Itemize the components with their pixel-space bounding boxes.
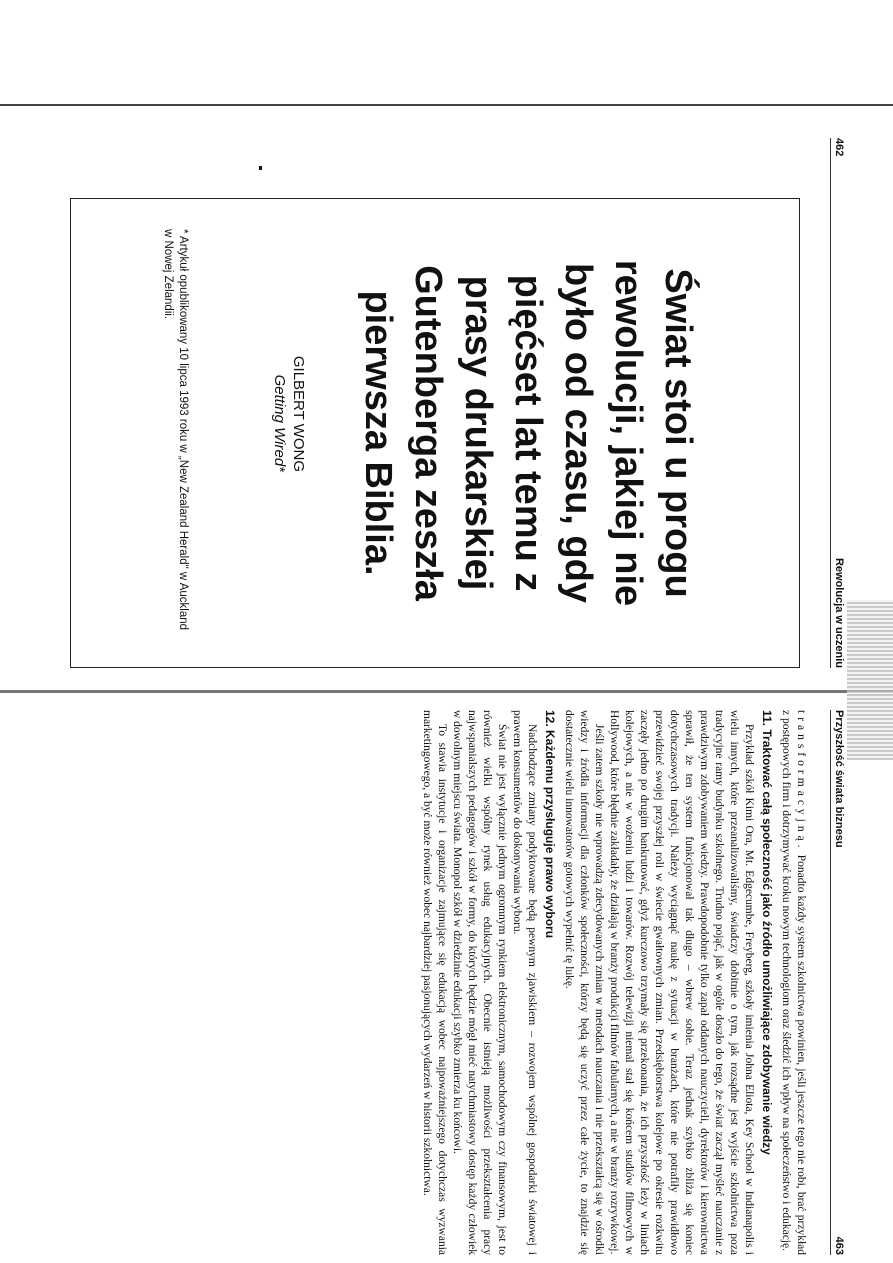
section-11-heading: 11. Traktować całą społeczność jako źródło umożliwiające zdobywanie wiedzy bbox=[760, 710, 774, 1155]
scan-line bbox=[0, 690, 893, 693]
left-running-head bbox=[830, 138, 845, 668]
right-running-head bbox=[830, 710, 845, 1255]
left-page-number: 462 bbox=[833, 138, 845, 157]
epigraph-author-block bbox=[270, 229, 308, 637]
right-running-title: Przyszłość świata biznesu bbox=[833, 710, 845, 848]
section-12-paragraph-3: To stawia instytucje i organizacje zajmujące się edukacją wobec najpoważniejszego dotychczas wyzwania marketingowego, a być może również wobec najbardziej pasjonujących wydarzeń w historii szkolnictwa. bbox=[421, 710, 448, 1255]
epigraph-title: Świat stoi u progu rewolucji, jakiej nie było od czasu, gdy pięćset lat temu z prasy drukarskiej Gutenberga zeszła pierwsza Biblia. bbox=[357, 259, 699, 607]
left-running-title: Rewolucja w uczeniu bbox=[833, 557, 845, 668]
epigraph-source: Getting Wired* bbox=[271, 374, 288, 472]
intro-spaced-word: transformacyjną. bbox=[795, 710, 807, 852]
right-page-body bbox=[419, 710, 808, 1255]
intro-text: Ponadto każdy system szkolnictwa powinien, jeśli jeszcze tego nie robi, brać przykład z postępowych firm i dotrzymywać kroku nowym technologiom oraz śledzić ich wpływ na społeczeństwo i edukację. bbox=[780, 710, 807, 1256]
left-page bbox=[45, 138, 845, 668]
scan-bleed bbox=[847, 600, 893, 760]
section-12-paragraph-1: Nadchodzące zmiany podyktowane będą pewnym zjawiskiem – rozwojem wspólnej gospodarki światowej i prawem konsumentów do dokonywania wyboru. bbox=[511, 710, 538, 1255]
section-11-paragraph-2: Jeśli zatem szkoły nie wprowadzą zdecydowanych zmian w metodach nauczania i nie przekształcą się w ośrodki wiedzy i źródła informacji dla członków społeczności, którzy będą się uczyć przez całe życie, to znajdzie się dostatecznie wielu innowatorów gotowych wypełnić tę lukę. bbox=[563, 710, 605, 1255]
intro-paragraph bbox=[778, 710, 808, 1255]
section-12-heading: 12. Każdemu przysługuje prawo wyboru bbox=[543, 710, 557, 939]
right-page bbox=[105, 710, 845, 1255]
epigraph-box bbox=[70, 198, 800, 668]
section-11-paragraph-1: Przykład szkół Kimi Ora, Mt. Edgecumbe, Freyberg, szkoły imienia Johna Eliota, Key School w Indianapolis i wielu innych, które przeanalizowaliśmy, świadczy dobitnie o tym, jak rozsądne jest wyjście szkolnictwa poza tradycyjne ramy budynku szkolnego. Trudno pojąć, jak w ogóle doszło do tego, że świat zaczął myśleć nauczanie z prawdziwym zdobywaniem wiedzy. Prawdopodobnie tylko zapał oddanych nauczycieli, dyrektorów i kierownictwa sprawił, że ten system funkcjonował tak długo – wbrew sobie. Teraz jednak szybko zbliża się koniec dotychczasowych tradycji. Należy wyciągnąć naukę z sytuacji w branżach, które nie potrafiły prawidłowo przewidzieć swojej przyszłej roli w świecie gwałtownych zmian. Przedsiębiorstwa kolejowe po okresie rozkwitu zaczęły jedno po drugim bankrutować, gdyż kurczowo trzymały się przekonania, że ich przyszłość leży w liniach kolejowych, a nie w wożeniu ludzi i towarów. Rozwój telewizji niemal stał się końcem studiów filmowych w Hollywood, które błędnie zakładały, że działają w branży produkcji filmów fabularnych, a nie w branży rozrywkowej. bbox=[608, 710, 755, 1255]
epigraph-author: GILBERT WONG bbox=[290, 355, 307, 472]
right-page-number: 463 bbox=[833, 1236, 845, 1255]
section-12-paragraph-2: Świat nie jest wyłącznie jednym ogromnym rynkiem elektronicznym, samochodowym czy finansowym, jest to również wielki wspólny rynek usług edukacyjnych. Obecnie istnieją możliwości przekształcenia pracy najwspanialszych pedagogów i szkół w formy, do których będzie mógł mieć natychmiastowy dostęp każdy człowiek w dowolnym miejscu świata. Monopol szkół w dziedzinie edukacji szybko zmierza ku końcowi. bbox=[451, 710, 508, 1255]
scan-line bbox=[0, 104, 893, 106]
epigraph-footnote: * Artykuł opublikowany 10 lipca 1993 roku w „New Zealand Herald" w Auckland w Nowej Zelandii. bbox=[162, 229, 189, 631]
